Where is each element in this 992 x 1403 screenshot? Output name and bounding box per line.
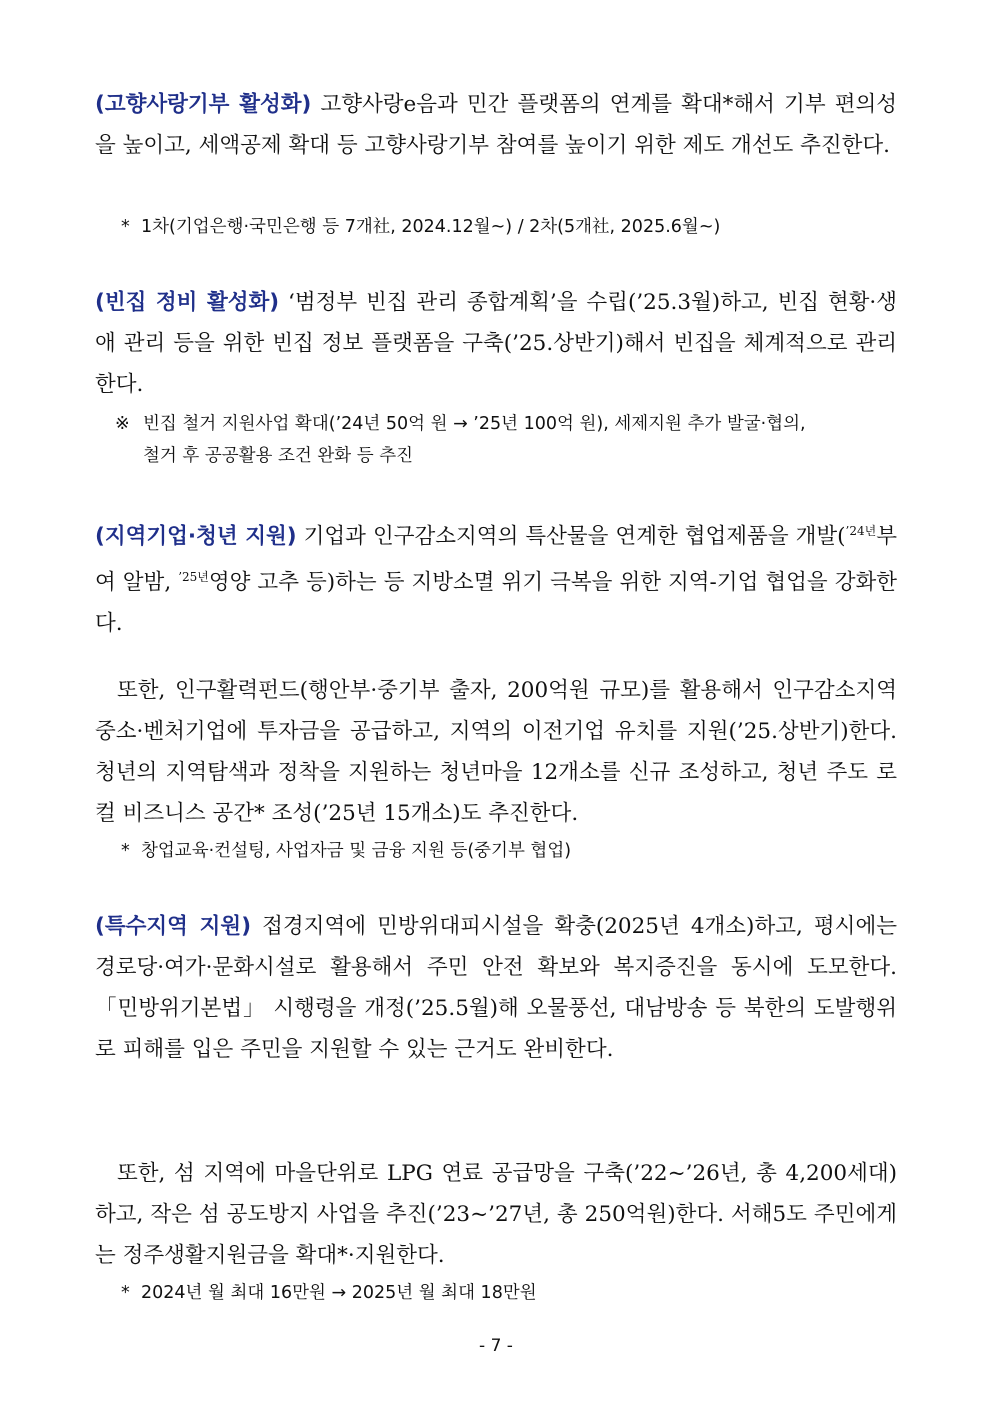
- paragraph-island-support: [95, 1153, 897, 1276]
- footnote-text: 창업교육·컨설팅, 사업자금 및 금융 지원 등(중기부 협업): [141, 841, 572, 861]
- paragraph-regional-business: [95, 511, 897, 644]
- reference-text-line2: 철거 후 공공활용 조건 완화 등 추진: [143, 446, 414, 466]
- body-regional-business-b: 부여 알밤,: [95, 524, 897, 596]
- footnote-island-support: [121, 1278, 537, 1308]
- year-superscript-24: ’24년: [845, 524, 877, 538]
- reference-note-vacant-house: [115, 409, 806, 439]
- paragraph-population-fund: [95, 670, 897, 834]
- body-regional-business-c: 영양 고추 등)하는 등 지방소멸 위기 극복을 위한 지역-기업 협업을 강화한다.: [95, 570, 897, 637]
- body-special-region: 접경지역에 민방위대피시설을 확충(2025년 4개소)하고, 평시에는 경로당·여가·문화시설로 활용해서 주민 안전 확보와 복지증진을 동시에 도모한다. 「민방위기본법」 시행령을 개정(’25.5월)해 오물풍선, 대남방송 등 북한의 도발행위로 피해를 입은 주민을 지원할 수 있는 근거도 완비한다.: [95, 914, 897, 1062]
- body-vacant-house: ‘범정부 빈집 관리 종합계획’을 수립(’25.3월)하고, 빈집 현황·생애 관리 등을 위한 빈집 정보 플랫폼을 구축(’25.상반기)해서 빈집을 체계적으로 관리한다.: [95, 290, 898, 397]
- body-island-support: 또한, 섬 지역에 마을단위로 LPG 연료 공급망을 구축(’22~’26년, 총 4,200세대)하고, 작은 섬 공도방지 사업을 추진(’23~’27년, 총 250억원)한다. 서해5도 주민에게는 정주생활지원금을 확대*·지원한다.: [95, 1161, 897, 1268]
- heading-special-region: (특수지역 지원): [95, 914, 252, 939]
- reference-text-line1: 빈집 철거 지원사업 확대(’24년 50억 원 → ’25년 100억 원), 세제지원 추가 발굴·협의,: [143, 414, 806, 434]
- body-population-fund: 또한, 인구활력펀드(행안부·중기부 출자, 200억원 규모)를 활용해서 인구감소지역 중소·벤처기업에 투자금을 공급하고, 지역의 이전기업 유치를 지원(’25.상반기)한다. 청년의 지역탐색과 정착을 지원하는 청년마을 12개소를 신규 조성하고, 청년 주도 로컬 비즈니스 공간* 조성(’25년 15개소)도 추진한다.: [95, 678, 897, 826]
- reference-mark: ※: [115, 414, 130, 434]
- footnote-text: 2024년 월 최대 16만원 → 2025년 월 최대 18만원: [141, 1283, 537, 1303]
- paragraph-hometown-donation: [95, 84, 897, 166]
- footnote-mark: *: [121, 1283, 130, 1303]
- body-regional-business-a: 기업과 인구감소지역의 특산물을 연계한 협업제품을 개발(: [296, 524, 846, 550]
- heading-hometown-donation: (고향사랑기부 활성화): [95, 92, 312, 117]
- heading-vacant-house: (빈집 정비 활성화): [95, 290, 280, 315]
- body-hometown-donation: 고향사랑e음과 민간 플랫폼의 연계를 확대*해서 기부 편의성을 높이고, 세액공제 확대 등 고향사랑기부 참여를 높이기 위한 제도 개선도 추진한다.: [95, 92, 898, 158]
- footnote-mark: *: [121, 217, 130, 237]
- paragraph-special-region: [95, 906, 897, 1070]
- footnote-local-business: [121, 836, 571, 866]
- paragraph-vacant-house: [95, 282, 897, 405]
- footnote-mark: *: [121, 841, 130, 861]
- year-superscript-25: ’25년: [178, 570, 209, 585]
- page-number: - 7 -: [479, 1336, 513, 1356]
- footnote-hometown-donation: [121, 212, 720, 242]
- heading-regional-business: (지역기업·청년 지원): [95, 524, 297, 550]
- footnote-text: 1차(기업은행·국민은행 등 7개社, 2024.12월~) / 2차(5개社, 2025.6월~): [141, 217, 721, 237]
